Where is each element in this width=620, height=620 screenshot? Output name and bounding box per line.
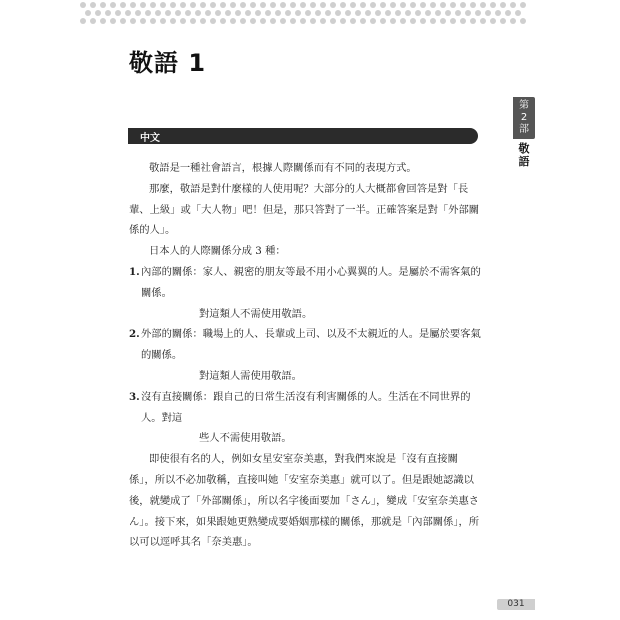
list-number: 2.: [129, 328, 140, 341]
decorative-dot: [340, 2, 346, 8]
decorative-dot: [195, 10, 201, 16]
decorative-dot: [490, 2, 496, 8]
list-item: [129, 324, 481, 366]
decorative-dot: [100, 2, 106, 8]
decorative-dot: [170, 18, 176, 24]
decorative-dot: [160, 2, 166, 8]
decorative-dot: [155, 10, 161, 16]
paragraph-2: 那麼，敬語是對什麼樣的人使用呢？大部分的人大概都會回答是對「長輩、上級」或「大人物」吧！但是，那只答對了一半。正確答案是對「外部關係的人」。: [129, 182, 480, 237]
decorative-dot: [365, 10, 371, 16]
decorative-dot: [310, 18, 316, 24]
decorative-dot: [340, 18, 346, 24]
decorative-dot: [390, 18, 396, 24]
decorative-dot: [315, 10, 321, 16]
decorative-dot: [500, 18, 506, 24]
decorative-dot: [305, 10, 311, 16]
decorative-dot: [470, 2, 476, 8]
paragraph-4: 即使很有名的人，例如女星安室奈美惠，對我們來說是「沒有直接關係」，所以不必加敬稱，直接叫她「安室奈美惠」就可以了。但是跟她認識以後，就變成了「外部關係」，所以名字後面要加「さん」，變成「安室奈美惠さん」。接下來，如果跟她更熟變成要婚姻那樣的關係，那就是「內部關係」，所以可以逕呼其名「奈美惠」。: [129, 453, 480, 549]
decorative-dot: [290, 18, 296, 24]
decorative-dot: [400, 18, 406, 24]
decorative-dot: [330, 2, 336, 8]
decorative-dot: [500, 2, 506, 8]
list-subtext: 對這類人需使用敬語。: [199, 369, 302, 382]
decorative-dot: [235, 10, 241, 16]
decorative-dot: [250, 18, 256, 24]
decorative-dot: [410, 18, 416, 24]
decorative-dot: [230, 2, 236, 8]
decorative-dot: [510, 2, 516, 8]
decorative-dot: [450, 2, 456, 8]
decorative-dot: [485, 10, 491, 16]
decorative-dot: [490, 18, 496, 24]
decorative-dot: [320, 18, 326, 24]
decorative-dot: [480, 2, 486, 8]
decorative-dot: [350, 2, 356, 8]
decorative-dot: [375, 10, 381, 16]
decorative-dot: [140, 18, 146, 24]
decorative-dot: [90, 18, 96, 24]
decorative-dot: [200, 18, 206, 24]
list-text: 沒有直接關係：跟自己的日常生活沒有利害關係的人。生活在不同世界的人。對這: [141, 390, 471, 424]
decorative-dot: [465, 10, 471, 16]
decorative-dot: [380, 2, 386, 8]
decorative-dot: [395, 10, 401, 16]
decorative-dot: [210, 2, 216, 8]
decorative-dot: [90, 2, 96, 8]
decorative-dot: [145, 10, 151, 16]
decorative-dot: [440, 18, 446, 24]
decorative-dot: [520, 18, 526, 24]
decorative-dot: [180, 2, 186, 8]
decorative-dot: [325, 10, 331, 16]
decorative-dot: [420, 2, 426, 8]
decorative-dot: [165, 10, 171, 16]
decorative-dot: [360, 2, 366, 8]
decorative-dot: [495, 10, 501, 16]
decorative-dot: [425, 10, 431, 16]
decorative-dot: [335, 10, 341, 16]
decorative-dot: [185, 10, 191, 16]
decorative-dot: [475, 10, 481, 16]
decorative-dot: [280, 18, 286, 24]
decorative-dot: [400, 2, 406, 8]
decorative-dot: [460, 18, 466, 24]
decorative-dot: [100, 18, 106, 24]
list-item: [129, 262, 481, 304]
decorative-dot: [160, 18, 166, 24]
decorative-dot: [230, 18, 236, 24]
part-tab-line1: 第: [519, 100, 529, 111]
decorative-dot: [330, 18, 336, 24]
decorative-dot: [110, 18, 116, 24]
decorative-dot: [80, 2, 86, 8]
paragraph-3: 日本人的人際關係分成 3 種：: [149, 245, 286, 258]
decorative-dot: [295, 10, 301, 16]
decorative-dot: [250, 2, 256, 8]
decorative-dot: [480, 18, 486, 24]
decorative-dot: [320, 2, 326, 8]
decorative-dot: [80, 18, 86, 24]
decorative-dot-pattern: [80, 0, 535, 26]
decorative-dot: [370, 2, 376, 8]
decorative-dot: [405, 10, 411, 16]
decorative-dot: [450, 18, 456, 24]
decorative-dot: [240, 2, 246, 8]
decorative-dot: [225, 10, 231, 16]
page-title: 敬語 1: [129, 49, 207, 77]
decorative-dot: [280, 2, 286, 8]
decorative-dot: [350, 18, 356, 24]
decorative-dot: [85, 10, 91, 16]
decorative-dot: [135, 10, 141, 16]
decorative-dot: [215, 10, 221, 16]
part-tab-line3: 部: [519, 124, 529, 135]
decorative-dot: [360, 18, 366, 24]
decorative-dot: [505, 10, 511, 16]
decorative-dot: [120, 2, 126, 8]
part-tab: [513, 97, 535, 139]
decorative-dot: [140, 2, 146, 8]
decorative-dot: [460, 2, 466, 8]
decorative-dot: [260, 2, 266, 8]
decorative-dot: [260, 18, 266, 24]
decorative-dot: [440, 2, 446, 8]
decorative-dot: [275, 10, 281, 16]
decorative-dot: [390, 2, 396, 8]
decorative-dot: [105, 10, 111, 16]
decorative-dot: [150, 18, 156, 24]
decorative-dot: [345, 10, 351, 16]
decorative-dot: [455, 10, 461, 16]
decorative-dot: [180, 18, 186, 24]
part-tab-number: 2: [520, 112, 528, 123]
decorative-dot: [120, 18, 126, 24]
section-header-bar: [128, 128, 478, 144]
decorative-dot: [95, 10, 101, 16]
decorative-dot: [515, 10, 521, 16]
list-text: 內部的關係：家人、親密的朋友等最不用小心翼翼的人。是屬於不需客氣的關係。: [141, 265, 481, 299]
decorative-dot: [115, 10, 121, 16]
decorative-dot: [240, 18, 246, 24]
list-text: 外部的關係：職場上的人、長輩或上司、以及不太親近的人。是屬於要客氣的關係。: [141, 328, 481, 362]
decorative-dot: [255, 10, 261, 16]
decorative-dot: [380, 18, 386, 24]
decorative-dot: [210, 18, 216, 24]
decorative-dot: [355, 10, 361, 16]
decorative-dot: [420, 18, 426, 24]
decorative-dot: [430, 2, 436, 8]
paragraph-1: 敬語是一種社會語言，根據人際關係而有不同的表現方式。: [149, 162, 417, 174]
list-subtext: 對這類人不需使用敬語。: [199, 307, 313, 320]
decorative-dot: [270, 18, 276, 24]
decorative-dot: [520, 2, 526, 8]
decorative-dot: [265, 10, 271, 16]
section-label: 中文: [140, 132, 160, 144]
list-number: 1.: [129, 265, 140, 278]
decorative-dot: [300, 18, 306, 24]
decorative-dot: [170, 2, 176, 8]
decorative-dot: [190, 2, 196, 8]
decorative-dot: [510, 18, 516, 24]
decorative-dot: [270, 2, 276, 8]
list-item: [129, 387, 481, 429]
body-text: [129, 158, 481, 553]
decorative-dot: [470, 18, 476, 24]
decorative-dot: [220, 18, 226, 24]
decorative-dot: [245, 10, 251, 16]
decorative-dot: [445, 10, 451, 16]
decorative-dot: [300, 2, 306, 8]
list-subtext: 些人不需使用敬語。: [199, 432, 292, 445]
decorative-dot: [200, 2, 206, 8]
decorative-dot: [130, 18, 136, 24]
decorative-dot: [410, 2, 416, 8]
decorative-dot: [370, 18, 376, 24]
decorative-dot: [110, 2, 116, 8]
decorative-dot: [205, 10, 211, 16]
decorative-dot: [290, 2, 296, 8]
page-number: 031: [497, 599, 535, 610]
decorative-dot: [190, 18, 196, 24]
decorative-dot: [415, 10, 421, 16]
decorative-dot: [220, 2, 226, 8]
decorative-dot: [125, 10, 131, 16]
list-number: 3.: [129, 390, 140, 403]
decorative-dot: [310, 2, 316, 8]
decorative-dot: [385, 10, 391, 16]
decorative-dot: [435, 10, 441, 16]
decorative-dot: [430, 18, 436, 24]
chapter-side-label: 敬語: [518, 142, 530, 168]
decorative-dot: [130, 2, 136, 8]
decorative-dot: [175, 10, 181, 16]
decorative-dot: [150, 2, 156, 8]
decorative-dot: [285, 10, 291, 16]
